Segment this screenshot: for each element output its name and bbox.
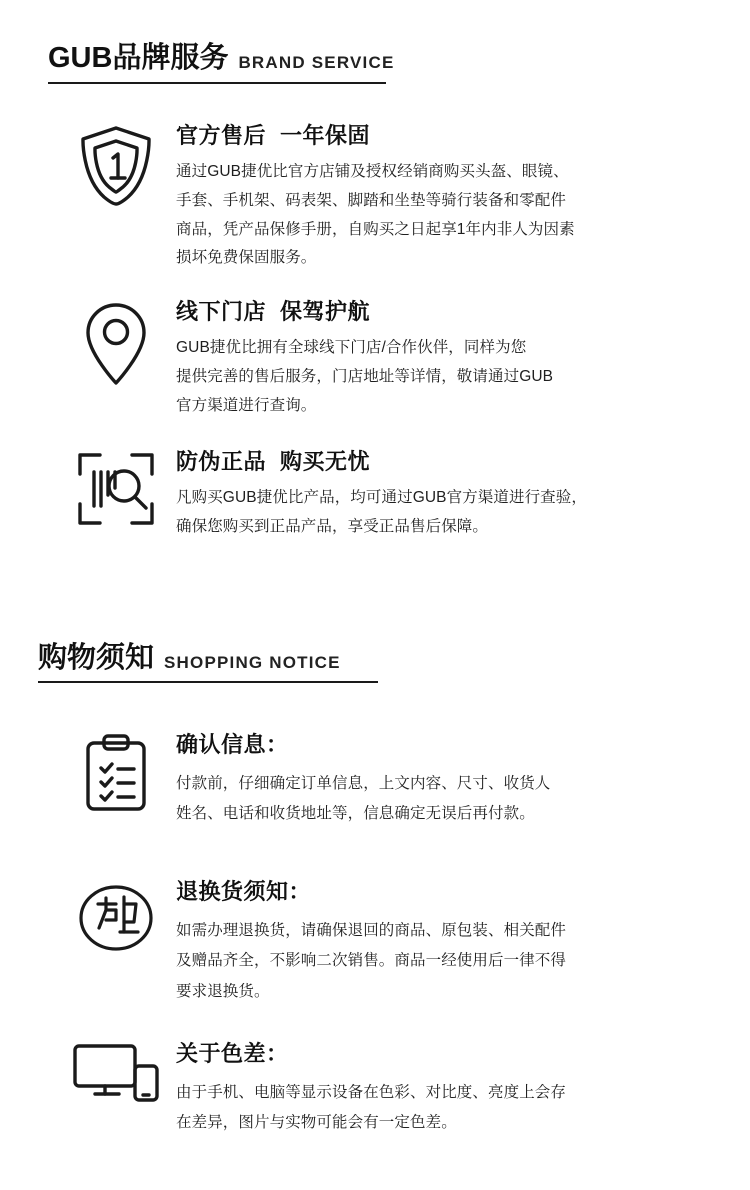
notice-item-color-difference xyxy=(56,1042,716,1139)
brand-item-body: 凡购买GUB捷优比产品，均可通过GUB官方渠道进行查验， 确保您购买到正品产品，享受正品售后保障。 xyxy=(176,489,587,535)
notice-item-body: 付款前，仔细确定订单信息，上文内容、尺寸、收货人 姓名、电话和收货地址等，信息确定无误后再付款。 xyxy=(176,775,551,823)
notice-item-confirm-info xyxy=(56,733,716,830)
brand-item-body: GUB捷优比拥有全球线下门店/合作伙伴，同样为您 提供完善的售后服务，门店地址等详情，敬请通过GUB 官方渠道进行查询。 xyxy=(176,339,554,414)
section-heading-cn: GUB品牌服务 xyxy=(48,42,229,74)
shield-one-icon xyxy=(56,124,176,208)
section-heading-cn: 购物须知 xyxy=(38,642,155,674)
brand-item-title: 官方售后 一年保固 xyxy=(176,123,371,148)
brand-item-title: 防伪正品 购买无忧 xyxy=(176,449,371,474)
notice-item-title: 确认信息： xyxy=(176,732,289,757)
section-heading-en: BRAND SERVICE xyxy=(238,53,395,72)
brand-item-warranty xyxy=(56,124,716,273)
brand-item-offline-store xyxy=(56,300,716,420)
section-heading-rule-brand xyxy=(48,82,386,84)
barcode-scan-icon xyxy=(56,450,176,528)
section-heading-brand-service xyxy=(48,44,395,75)
clipboard-check-icon xyxy=(56,733,176,813)
brand-item-authentic xyxy=(56,450,716,542)
brand-item-text xyxy=(176,300,716,420)
notice-item-text xyxy=(176,880,716,1007)
return-circle-icon xyxy=(56,880,176,956)
brand-item-text xyxy=(176,450,716,542)
brand-item-title: 线下门店 保驾护航 xyxy=(176,299,371,324)
location-pin-icon xyxy=(56,300,176,388)
section-heading-rule-notice xyxy=(38,681,378,683)
notice-item-return-policy xyxy=(56,880,716,1007)
monitor-phone-icon xyxy=(56,1042,176,1104)
section-heading-en: SHOPPING NOTICE xyxy=(164,653,341,672)
notice-item-body: 如需办理退换货，请确保退回的商品、原包装、相关配件 及赠品齐全，不影响二次销售。商品一经使用后一律不得 要求退换货。 xyxy=(176,922,567,1000)
brand-item-text xyxy=(176,124,716,273)
notice-item-body: 由于手机、电脑等显示设备在色彩、对比度、亮度上会存 在差异，图片与实物可能会有一定色差。 xyxy=(176,1084,567,1132)
notice-item-title: 关于色差： xyxy=(176,1041,289,1066)
notice-item-text xyxy=(176,733,716,830)
section-heading-shopping-notice xyxy=(38,644,341,675)
notice-item-title: 退换货须知： xyxy=(176,879,312,904)
brand-item-body: 通过GUB捷优比官方店铺及授权经销商购买头盔、眼镜、 手套、手机架、码表架、脚踏和坐垫等骑行装备和零配件 商品，凭产品保修手册，自购买之日起享1年内非人为因素 损坏免费保固服务。 xyxy=(176,163,575,267)
notice-item-text xyxy=(176,1042,716,1139)
